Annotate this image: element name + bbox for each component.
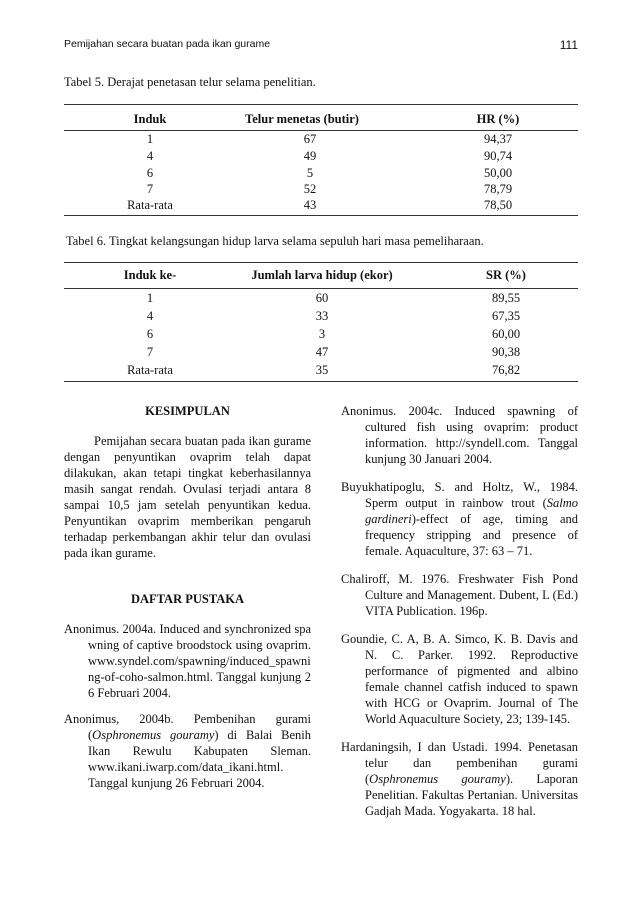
- table6-cell: Rata-rata: [127, 363, 173, 377]
- table6-bottom-rule: [64, 381, 578, 382]
- table5-bottom-rule: [64, 215, 578, 216]
- table5-header-rule: [64, 130, 578, 131]
- table5-caption: Tabel 5. Derajat penetasan telur selama penelitian.: [64, 75, 316, 89]
- table6-cell: 76,82: [491, 363, 521, 377]
- table5-cell: 67: [303, 132, 317, 146]
- running-header: [64, 38, 578, 54]
- table5-cell: 49: [303, 149, 317, 163]
- table6-header-induk: Induk ke-: [123, 268, 177, 282]
- table5-cell: 6: [146, 166, 154, 180]
- reference-entry: Anonimus, 2004b. Pembenihan gurami (Osphronemus gouramy) di Balai Benih Ikan Rewulu Kabupaten Sleman. www.ikani.iwarp.com/data_ikani.html. Tanggal kunjung 26 Februari 2004.: [64, 712, 312, 790]
- table6-header-rule: [64, 288, 578, 289]
- kesimpulan-paragraph: Pemijahan secara buatan pada ikan gurame dengan penyuntikan ovaprim telah dapat dilakukan, akan tetapi tingkat keberhasilannya masih sangat rendah. Ovulasi terjadi antara 8 sampai 10,5 jam setelah penyuntikan kedua. Penyuntikan ovaprim memberikan pengaruh terhadap perkembangan akhir telur dan ovulasi pada ikan gurame.: [64, 434, 311, 560]
- kesimpulan-heading: KESIMPULAN: [145, 404, 230, 418]
- table5-cell: 50,00: [483, 166, 513, 180]
- table5-cell: Rata-rata: [127, 198, 173, 212]
- reference-entry: Buyukhatipoglu, S. and Holtz, W., 1984. Sperm output in rainbow trout (Salmo gardineri)-effect of age, timing and frequency stripping and presence of female. Aquaculture, 37: 63 – 71.: [341, 480, 578, 558]
- table6-cell: 4: [146, 309, 154, 323]
- table5-cell: 5: [306, 166, 314, 180]
- reference-entry: Hardaningsih, I dan Ustadi. 1994. Penetasan telur dan pembenihan gurami (Osphronemus gouramy). Laporan Penelitian. Fakultas Pertanian. Universitas Gadjah Mada. Yogyakarta. 18 hal.: [341, 740, 578, 818]
- table5-cell: 43: [303, 198, 317, 212]
- table5-header-telur: Telur menetas (butir): [245, 112, 359, 126]
- table6-cell: 89,55: [491, 291, 521, 305]
- table6-caption: Tabel 6. Tingkat kelangsungan hidup larva selama sepuluh hari masa pemeliharaan.: [66, 234, 484, 248]
- table5-header-induk: Induk: [133, 112, 167, 126]
- table6-cell: 60: [315, 291, 329, 305]
- right-column: [341, 403, 578, 819]
- table6-top-rule: [64, 262, 578, 263]
- table5-cell: 4: [146, 149, 154, 163]
- table6-cell: 6: [146, 327, 154, 341]
- table6-cell: 1: [146, 291, 154, 305]
- table6-cell: 35: [315, 363, 329, 377]
- table6-cell: 67,35: [491, 309, 521, 323]
- reference-entry: Chaliroff, M. 1976. Freshwater Fish Pond Culture and Management. Dubent, L (Ed.) VITA Publication. 196p.: [341, 572, 578, 618]
- daftar-pustaka-heading: DAFTAR PUSTAKA: [130, 592, 245, 606]
- table5-cell: 78,50: [483, 198, 513, 212]
- reference-entry: Anonimus. 2004a. Induced and synchronized spawning of captive broodstock using ovaprim. www.syndel.com/spawning/induced_spawning-of-coho-salmon.html. Tanggal kunjung 26 Februari 2004.: [64, 622, 311, 700]
- table5-header-hr: HR (%): [476, 112, 520, 126]
- table6-header-jumlah: Jumlah larva hidup (ekor): [251, 268, 393, 282]
- table5-cell: 52: [303, 182, 317, 196]
- table5-cell: 94,37: [483, 132, 513, 146]
- table6-cell: 60,00: [491, 327, 521, 341]
- table5-cell: 7: [146, 182, 154, 196]
- table5-cell: 1: [146, 132, 154, 146]
- table6-cell: 47: [315, 345, 329, 359]
- table6-cell: 3: [318, 327, 326, 341]
- table6-cell: 7: [146, 345, 154, 359]
- table5-top-rule: [64, 104, 578, 105]
- reference-entry: Goundie, C. A, B. A. Simco, K. B. Davis and N. C. Parker. 1992. Reproductive performance of pigmented and albino female channel catfish induced to spawn with HCG or Ovaprim. Journal of The World Aquaculture Society, 23; 139-145.: [341, 632, 578, 726]
- reference-entry: Anonimus. 2004c. Induced spawning of cultured fish using ovaprim: product information. http://syndell.com. Tanggal kunjung 30 Januari 2004.: [341, 404, 578, 466]
- left-column: [64, 403, 311, 791]
- table6-header-sr: SR (%): [486, 268, 526, 282]
- running-title: Pemijahan secara buatan pada ikan gurame: [64, 38, 271, 50]
- table5-cell: 90,74: [483, 149, 513, 163]
- table6-cell: 90,38: [491, 345, 521, 359]
- page-number: 111: [559, 38, 578, 52]
- table5-cell: 78,79: [483, 182, 513, 196]
- table6-cell: 33: [315, 309, 329, 323]
